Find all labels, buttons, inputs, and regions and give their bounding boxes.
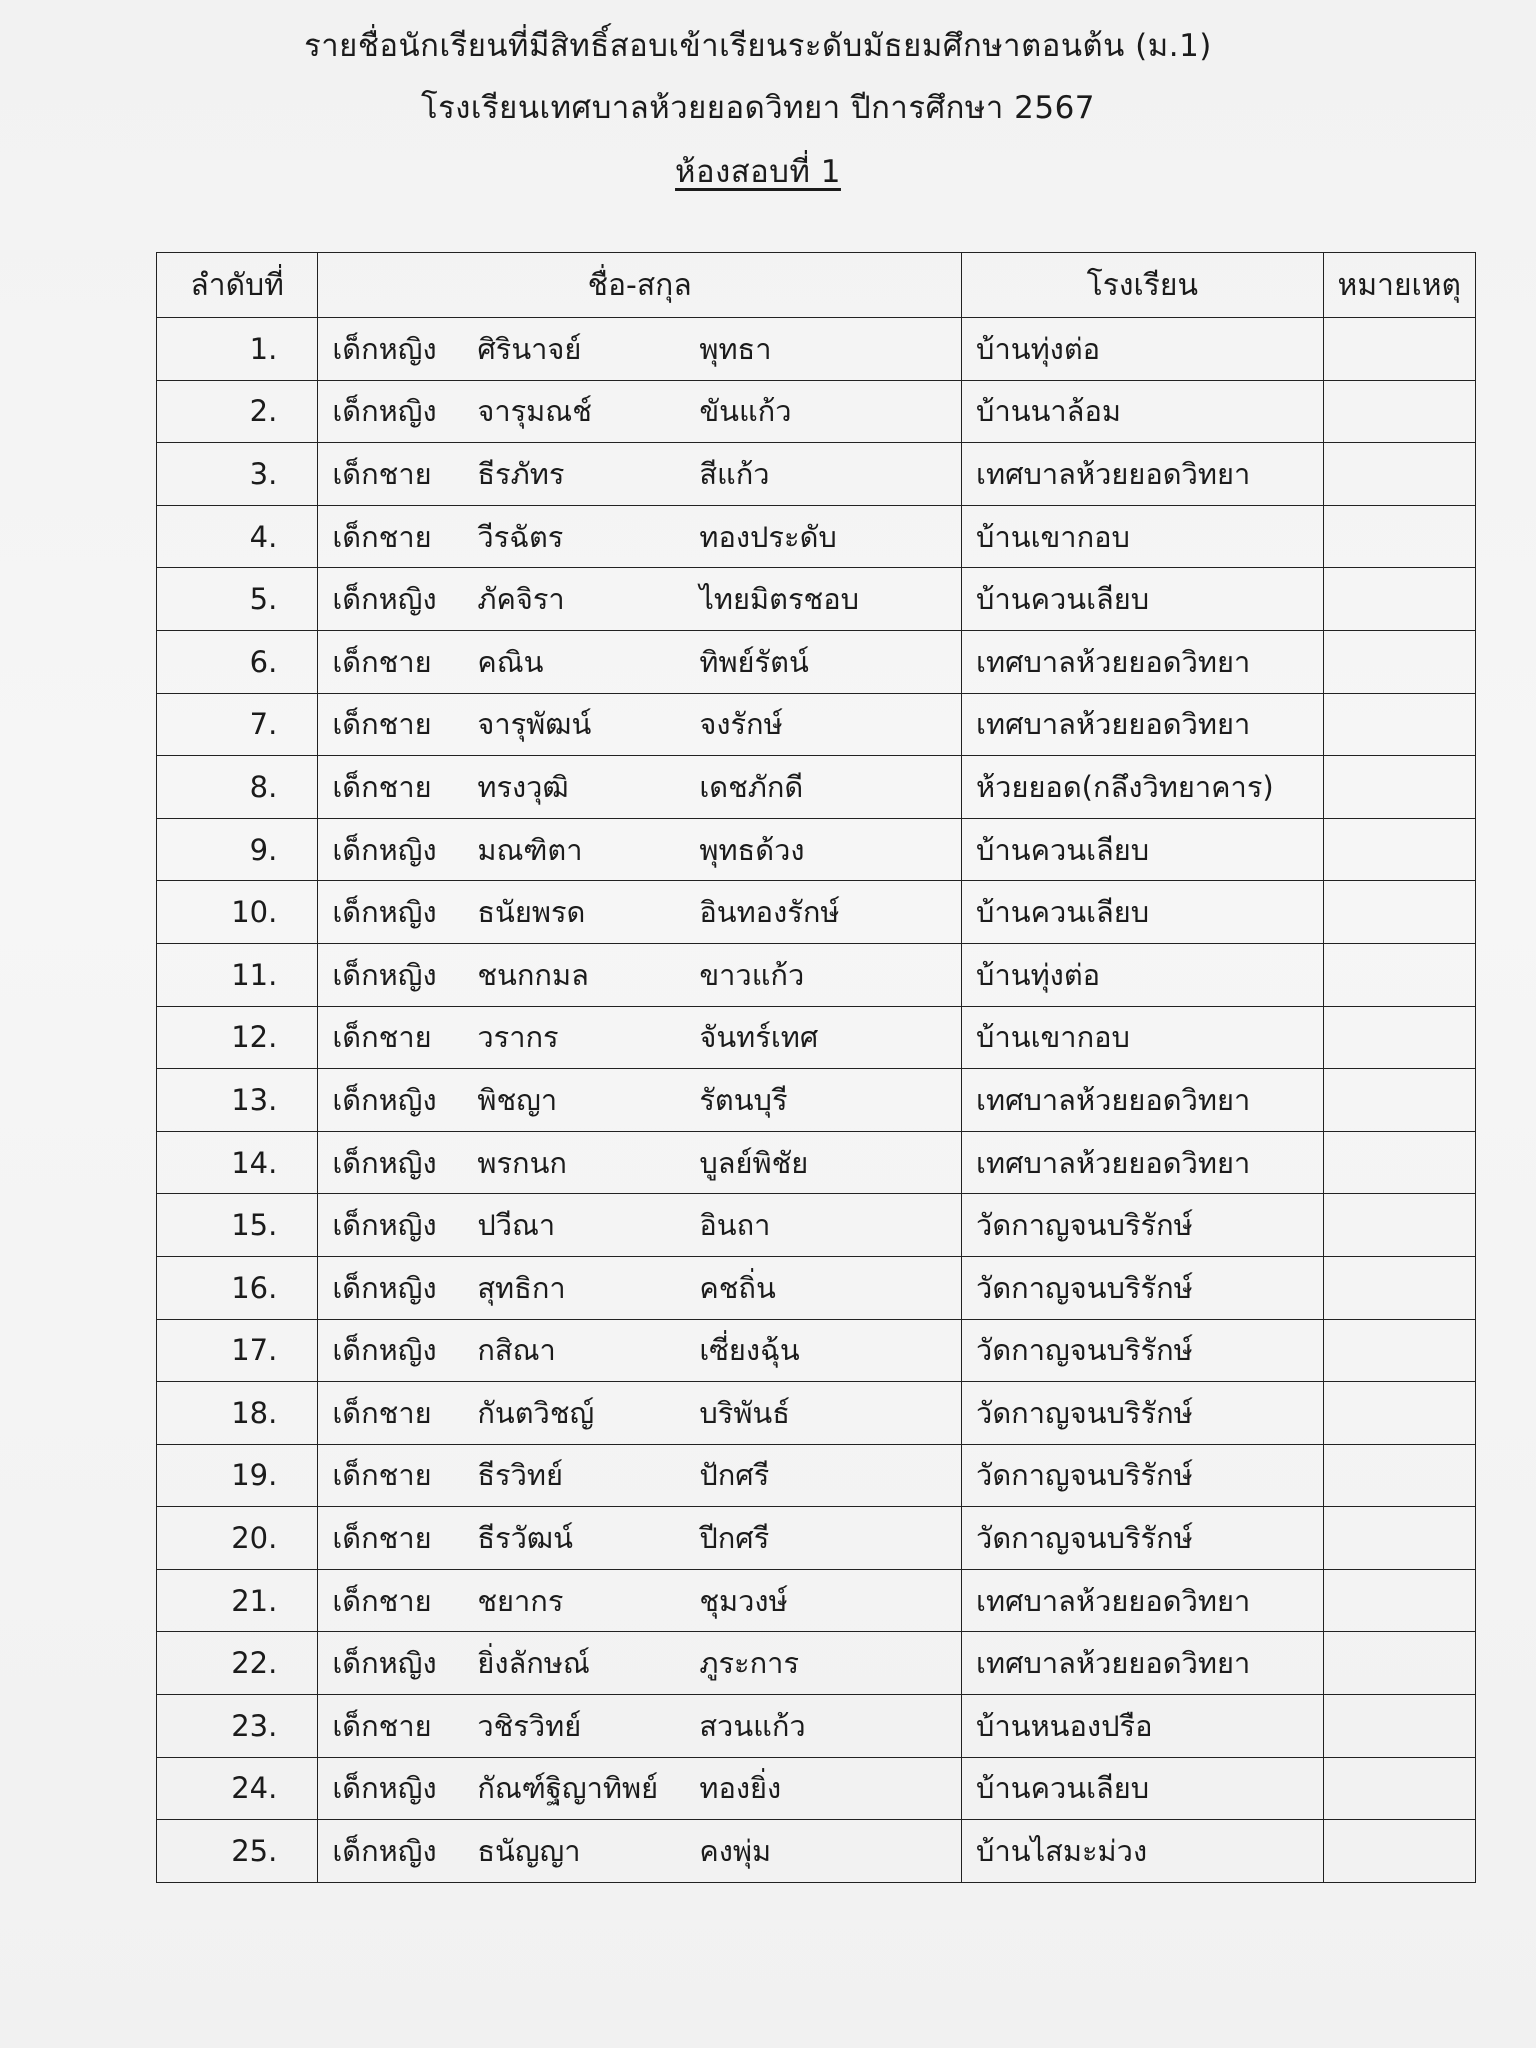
last-name: ไทยมิตรชอบ bbox=[699, 582, 860, 617]
column-header-remark: หมายเหตุ bbox=[1323, 253, 1475, 318]
name-prefix: เด็กหญิง bbox=[332, 832, 437, 867]
first-name: จารุพัฒน์ bbox=[477, 707, 592, 742]
name-prefix: เด็กหญิง bbox=[332, 331, 437, 366]
table-row bbox=[157, 1820, 1476, 1883]
row-number: 11. bbox=[157, 943, 318, 1006]
table-row bbox=[157, 1319, 1476, 1382]
row-number: 16. bbox=[157, 1256, 318, 1319]
last-name: พุทธด้วง bbox=[699, 832, 805, 867]
student-name-cell bbox=[318, 1006, 962, 1069]
table-row bbox=[157, 1569, 1476, 1632]
student-name-cell bbox=[318, 505, 962, 568]
table-row bbox=[157, 1382, 1476, 1445]
first-name: ชยากร bbox=[477, 1583, 564, 1618]
first-name: วรากร bbox=[477, 1020, 559, 1055]
remark-cell bbox=[1323, 443, 1475, 506]
student-name-cell bbox=[318, 1507, 962, 1570]
school-cell: บ้านเขากอบ bbox=[962, 1006, 1324, 1069]
row-number: 23. bbox=[157, 1695, 318, 1758]
name-prefix: เด็กชาย bbox=[332, 1395, 432, 1430]
student-name-cell bbox=[318, 568, 962, 631]
last-name: พุทธา bbox=[699, 331, 772, 366]
table-row bbox=[157, 1256, 1476, 1319]
first-name: ภัคจิรา bbox=[477, 582, 565, 617]
table-body bbox=[157, 318, 1476, 1883]
first-name: ยิ่งลักษณ์ bbox=[477, 1646, 590, 1681]
table-row bbox=[157, 630, 1476, 693]
last-name: อินทองรักษ์ bbox=[699, 895, 840, 930]
column-header-number: ลำดับที่ bbox=[157, 253, 318, 318]
school-cell: เทศบาลห้วยยอดวิทยา bbox=[962, 630, 1324, 693]
table-row bbox=[157, 1069, 1476, 1132]
row-number: 12. bbox=[157, 1006, 318, 1069]
remark-cell bbox=[1323, 881, 1475, 944]
last-name: ขาวแก้ว bbox=[699, 957, 805, 992]
remark-cell bbox=[1323, 505, 1475, 568]
row-number: 20. bbox=[157, 1507, 318, 1570]
row-number: 13. bbox=[157, 1069, 318, 1132]
last-name: ภูระการ bbox=[699, 1646, 800, 1681]
row-number: 18. bbox=[157, 1382, 318, 1445]
school-cell: ห้วยยอด(กลึงวิทยาคาร) bbox=[962, 756, 1324, 819]
exam-room-heading: ห้องสอบที่ 1 bbox=[675, 154, 841, 190]
row-number: 3. bbox=[157, 443, 318, 506]
table-row bbox=[157, 1131, 1476, 1194]
name-prefix: เด็กชาย bbox=[332, 1458, 432, 1493]
name-prefix: เด็กชาย bbox=[332, 456, 432, 491]
school-cell: บ้านไสมะม่วง bbox=[962, 1820, 1324, 1883]
last-name: ทองยิ่ง bbox=[699, 1771, 782, 1806]
school-cell: วัดกาญจนบริรักษ์ bbox=[962, 1507, 1324, 1570]
school-cell: บ้านหนองปรือ bbox=[962, 1695, 1324, 1758]
school-cell: วัดกาญจนบริรักษ์ bbox=[962, 1319, 1324, 1382]
row-number: 8. bbox=[157, 756, 318, 819]
student-name-cell bbox=[318, 1319, 962, 1382]
last-name: สวนแก้ว bbox=[699, 1708, 806, 1743]
table-row bbox=[157, 1006, 1476, 1069]
table-row bbox=[157, 380, 1476, 443]
name-prefix: เด็กหญิง bbox=[332, 1771, 437, 1806]
remark-cell bbox=[1323, 568, 1475, 631]
school-cell: บ้านควนเลียบ bbox=[962, 881, 1324, 944]
student-name-cell bbox=[318, 1632, 962, 1695]
table-row bbox=[157, 1632, 1476, 1695]
student-name-cell bbox=[318, 943, 962, 1006]
last-name: อินถา bbox=[699, 1208, 771, 1243]
remark-cell bbox=[1323, 693, 1475, 756]
first-name: ปวีณา bbox=[477, 1208, 556, 1243]
column-header-name: ชื่อ-สกุล bbox=[318, 253, 962, 318]
name-prefix: เด็กหญิง bbox=[332, 1082, 437, 1117]
remark-cell bbox=[1323, 318, 1475, 381]
name-prefix: เด็กหญิง bbox=[332, 582, 437, 617]
row-number: 9. bbox=[157, 818, 318, 881]
school-and-year: โรงเรียนเทศบาลห้วยยอดวิทยา ปีการศึกษา 2567 bbox=[420, 90, 1096, 126]
last-name: คงพุ่ม bbox=[699, 1834, 772, 1869]
document-title: รายชื่อนักเรียนที่มีสิทธิ์สอบเข้าเรียนระดับมัธยมศึกษาตอนต้น (ม.1) bbox=[304, 28, 1212, 64]
row-number: 25. bbox=[157, 1820, 318, 1883]
remark-cell bbox=[1323, 1632, 1475, 1695]
row-number: 21. bbox=[157, 1569, 318, 1632]
table-row bbox=[157, 1194, 1476, 1257]
table-row bbox=[157, 693, 1476, 756]
row-number: 7. bbox=[157, 693, 318, 756]
school-cell: เทศบาลห้วยยอดวิทยา bbox=[962, 1632, 1324, 1695]
last-name: เดชภักดี bbox=[699, 769, 804, 804]
name-prefix: เด็กหญิง bbox=[332, 1834, 437, 1869]
student-name-cell bbox=[318, 443, 962, 506]
remark-cell bbox=[1323, 1319, 1475, 1382]
row-number: 17. bbox=[157, 1319, 318, 1382]
student-name-cell bbox=[318, 1131, 962, 1194]
name-prefix: เด็กชาย bbox=[332, 1583, 432, 1618]
school-cell: เทศบาลห้วยยอดวิทยา bbox=[962, 1569, 1324, 1632]
first-name: ธีรวิทย์ bbox=[477, 1458, 563, 1493]
school-cell: วัดกาญจนบริรักษ์ bbox=[962, 1382, 1324, 1445]
student-roster-table bbox=[156, 252, 1476, 1883]
name-prefix: เด็กหญิง bbox=[332, 1333, 437, 1368]
first-name: ธีรภัทร bbox=[477, 456, 565, 491]
last-name: ชุมวงษ์ bbox=[699, 1583, 788, 1618]
table-row bbox=[157, 505, 1476, 568]
table-row bbox=[157, 318, 1476, 381]
school-cell: บ้านทุ่งต่อ bbox=[962, 318, 1324, 381]
name-prefix: เด็กหญิง bbox=[332, 1208, 437, 1243]
remark-cell bbox=[1323, 1006, 1475, 1069]
school-cell: บ้านควนเลียบ bbox=[962, 568, 1324, 631]
last-name: ทองประดับ bbox=[699, 519, 837, 554]
student-name-cell bbox=[318, 380, 962, 443]
row-number: 22. bbox=[157, 1632, 318, 1695]
school-cell: เทศบาลห้วยยอดวิทยา bbox=[962, 443, 1324, 506]
last-name: ปักศรี bbox=[699, 1458, 770, 1493]
last-name: รัตนบุรี bbox=[699, 1082, 788, 1117]
school-cell: วัดกาญจนบริรักษ์ bbox=[962, 1194, 1324, 1257]
row-number: 15. bbox=[157, 1194, 318, 1257]
last-name: บริพันธ์ bbox=[699, 1395, 790, 1430]
table-row bbox=[157, 881, 1476, 944]
name-prefix: เด็กชาย bbox=[332, 707, 432, 742]
first-name: มณฑิตา bbox=[477, 832, 583, 867]
school-cell: บ้านเขากอบ bbox=[962, 505, 1324, 568]
school-cell: บ้านนาล้อม bbox=[962, 380, 1324, 443]
remark-cell bbox=[1323, 1131, 1475, 1194]
last-name: ขันแก้ว bbox=[699, 394, 792, 429]
name-prefix: เด็กหญิง bbox=[332, 957, 437, 992]
first-name: ธนัยพรด bbox=[477, 895, 586, 930]
last-name: สีแก้ว bbox=[699, 456, 770, 491]
student-name-cell bbox=[318, 693, 962, 756]
school-cell: วัดกาญจนบริรักษ์ bbox=[962, 1256, 1324, 1319]
student-name-cell bbox=[318, 818, 962, 881]
row-number: 14. bbox=[157, 1131, 318, 1194]
last-name: คชถิ่น bbox=[699, 1270, 776, 1305]
remark-cell bbox=[1323, 818, 1475, 881]
first-name: ทรงวุฒิ bbox=[477, 769, 569, 804]
remark-cell bbox=[1323, 1194, 1475, 1257]
table-row bbox=[157, 943, 1476, 1006]
name-prefix: เด็กชาย bbox=[332, 769, 432, 804]
name-prefix: เด็กชาย bbox=[332, 1521, 432, 1556]
school-cell: เทศบาลห้วยยอดวิทยา bbox=[962, 1069, 1324, 1132]
first-name: ธีรวัฒน์ bbox=[477, 1521, 573, 1556]
student-name-cell bbox=[318, 1569, 962, 1632]
name-prefix: เด็กหญิง bbox=[332, 1270, 437, 1305]
student-name-cell bbox=[318, 1194, 962, 1257]
student-name-cell bbox=[318, 1256, 962, 1319]
first-name: ศิรินาจย์ bbox=[477, 331, 582, 366]
remark-cell bbox=[1323, 1256, 1475, 1319]
name-prefix: เด็กหญิง bbox=[332, 895, 437, 930]
student-name-cell bbox=[318, 1695, 962, 1758]
row-number: 1. bbox=[157, 318, 318, 381]
student-name-cell bbox=[318, 756, 962, 819]
school-cell: บ้านควนเลียบ bbox=[962, 818, 1324, 881]
student-name-cell bbox=[318, 1382, 962, 1445]
first-name: พรกนก bbox=[477, 1145, 567, 1180]
name-prefix: เด็กหญิง bbox=[332, 394, 437, 429]
name-prefix: เด็กชาย bbox=[332, 644, 432, 679]
student-name-cell bbox=[318, 1757, 962, 1820]
row-number: 4. bbox=[157, 505, 318, 568]
first-name: กันตวิชญ์ bbox=[477, 1395, 595, 1430]
table-row bbox=[157, 1757, 1476, 1820]
first-name: พิชญา bbox=[477, 1082, 558, 1117]
table-row bbox=[157, 1507, 1476, 1570]
first-name: ชนกกมล bbox=[477, 957, 589, 992]
name-prefix: เด็กหญิง bbox=[332, 1145, 437, 1180]
last-name: จันทร์เทศ bbox=[699, 1020, 819, 1055]
name-prefix: เด็กหญิง bbox=[332, 1646, 437, 1681]
first-name: สุทธิกา bbox=[477, 1270, 566, 1305]
last-name: เซี่ยงฉุ้น bbox=[699, 1333, 800, 1368]
student-name-cell bbox=[318, 318, 962, 381]
row-number: 5. bbox=[157, 568, 318, 631]
first-name: ธนัญญา bbox=[477, 1834, 581, 1869]
row-number: 6. bbox=[157, 630, 318, 693]
student-name-cell bbox=[318, 1444, 962, 1507]
school-cell: บ้านทุ่งต่อ bbox=[962, 943, 1324, 1006]
first-name: กสิณา bbox=[477, 1333, 556, 1368]
remark-cell bbox=[1323, 1069, 1475, 1132]
table-header-row bbox=[157, 253, 1476, 318]
remark-cell bbox=[1323, 1569, 1475, 1632]
name-prefix: เด็กชาย bbox=[332, 1708, 432, 1743]
last-name: จงรักษ์ bbox=[699, 707, 783, 742]
table-row bbox=[157, 1695, 1476, 1758]
remark-cell bbox=[1323, 1507, 1475, 1570]
student-name-cell bbox=[318, 1069, 962, 1132]
table-row bbox=[157, 568, 1476, 631]
student-name-cell bbox=[318, 881, 962, 944]
student-name-cell bbox=[318, 630, 962, 693]
first-name: วีรฉัตร bbox=[477, 519, 564, 554]
first-name: คณิน bbox=[477, 644, 544, 679]
first-name: จารุมณช์ bbox=[477, 394, 592, 429]
name-prefix: เด็กชาย bbox=[332, 519, 432, 554]
last-name: ทิพย์รัตน์ bbox=[699, 644, 809, 679]
column-header-school: โรงเรียน bbox=[962, 253, 1324, 318]
last-name: ปีกศรี bbox=[699, 1521, 770, 1556]
school-cell: เทศบาลห้วยยอดวิทยา bbox=[962, 693, 1324, 756]
table-row bbox=[157, 443, 1476, 506]
row-number: 24. bbox=[157, 1757, 318, 1820]
school-cell: วัดกาญจนบริรักษ์ bbox=[962, 1444, 1324, 1507]
student-name-cell bbox=[318, 1820, 962, 1883]
remark-cell bbox=[1323, 1382, 1475, 1445]
row-number: 19. bbox=[157, 1444, 318, 1507]
row-number: 10. bbox=[157, 881, 318, 944]
remark-cell bbox=[1323, 1757, 1475, 1820]
first-name: กัณฑ์ฐิญาทิพย์ bbox=[477, 1771, 659, 1806]
school-cell: บ้านควนเลียบ bbox=[962, 1757, 1324, 1820]
remark-cell bbox=[1323, 1820, 1475, 1883]
last-name: บูลย์พิชัย bbox=[699, 1145, 809, 1180]
table-row bbox=[157, 756, 1476, 819]
remark-cell bbox=[1323, 756, 1475, 819]
remark-cell bbox=[1323, 1695, 1475, 1758]
row-number: 2. bbox=[157, 380, 318, 443]
remark-cell bbox=[1323, 943, 1475, 1006]
first-name: วชิรวิทย์ bbox=[477, 1708, 582, 1743]
remark-cell bbox=[1323, 1444, 1475, 1507]
name-prefix: เด็กชาย bbox=[332, 1020, 432, 1055]
table-row bbox=[157, 818, 1476, 881]
remark-cell bbox=[1323, 380, 1475, 443]
table-row bbox=[157, 1444, 1476, 1507]
remark-cell bbox=[1323, 630, 1475, 693]
school-cell: เทศบาลห้วยยอดวิทยา bbox=[962, 1131, 1324, 1194]
